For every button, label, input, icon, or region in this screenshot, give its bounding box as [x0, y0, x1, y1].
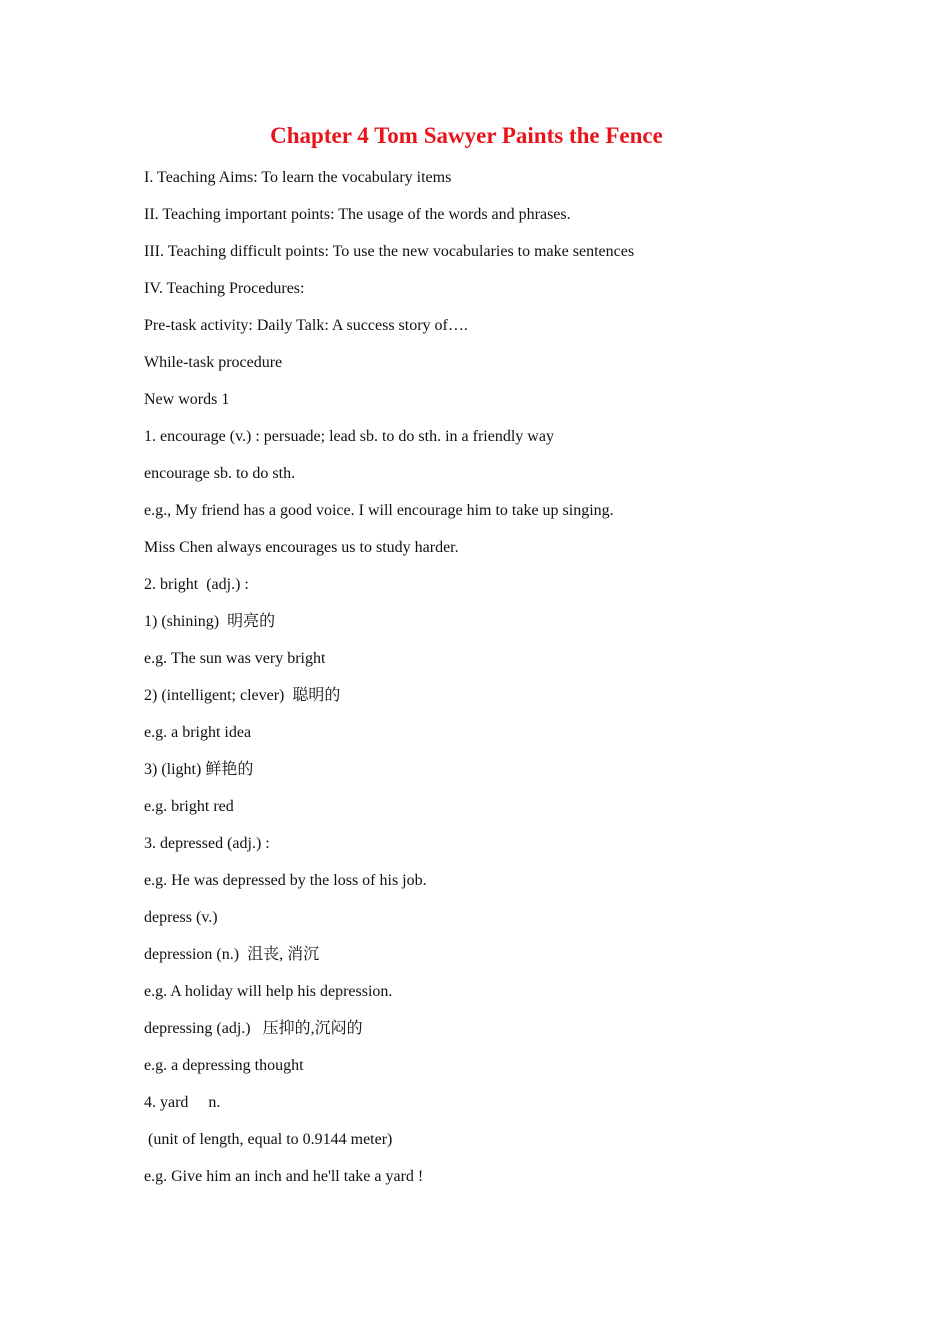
body-line: 3. depressed (adj.) : [144, 835, 270, 852]
body-line: e.g. The sun was very bright [144, 650, 326, 667]
body-line: e.g. bright red [144, 798, 234, 815]
body-line: encourage sb. to do sth. [144, 465, 296, 482]
body-line: 2. bright (adj.) : [144, 576, 249, 593]
body-line: e.g. a bright idea [144, 724, 252, 741]
body-line: 3) (light) 鲜艳的 [144, 761, 254, 778]
body-line: 1) (shining) 明亮的 [144, 613, 276, 630]
body-line: 4. yard n. [144, 1094, 221, 1111]
body-line: e.g. He was depressed by the loss of his job. [144, 872, 427, 889]
body-line: e.g. Give him an inch and he'll take a yard ! [144, 1168, 424, 1185]
body-line: While-task procedure [144, 354, 283, 371]
body-line: depress (v.) [144, 909, 218, 926]
body-line: e.g. a depressing thought [144, 1057, 304, 1074]
body-line: depressing (adj.) 压抑的,沉闷的 [144, 1020, 363, 1037]
body-line: e.g., My friend has a good voice. I will encourage him to take up singing. [144, 502, 614, 519]
body-line: I. Teaching Aims: To learn the vocabulary items [144, 169, 452, 186]
document-body [144, 165, 844, 1201]
body-line: New words 1 [144, 391, 230, 408]
body-line: Pre-task activity: Daily Talk: A success story of…. [144, 317, 468, 334]
body-line: II. Teaching important points: The usage of the words and phrases. [144, 206, 571, 223]
body-line: III. Teaching difficult points: To use the new vocabularies to make sentences [144, 243, 635, 260]
body-line: 1. encourage (v.) : persuade; lead sb. to do sth. in a friendly way [144, 428, 554, 445]
document-title: Chapter 4 Tom Sawyer Paints the Fence [270, 123, 663, 148]
body-line: 2) (intelligent; clever) 聪明的 [144, 687, 341, 704]
body-line: e.g. A holiday will help his depression. [144, 983, 393, 1000]
body-line: depression (n.) 沮丧, 消沉 [144, 946, 320, 963]
body-line: IV. Teaching Procedures: [144, 280, 305, 297]
body-line: Miss Chen always encourages us to study harder. [144, 539, 459, 556]
body-line: (unit of length, equal to 0.9144 meter) [144, 1131, 393, 1148]
